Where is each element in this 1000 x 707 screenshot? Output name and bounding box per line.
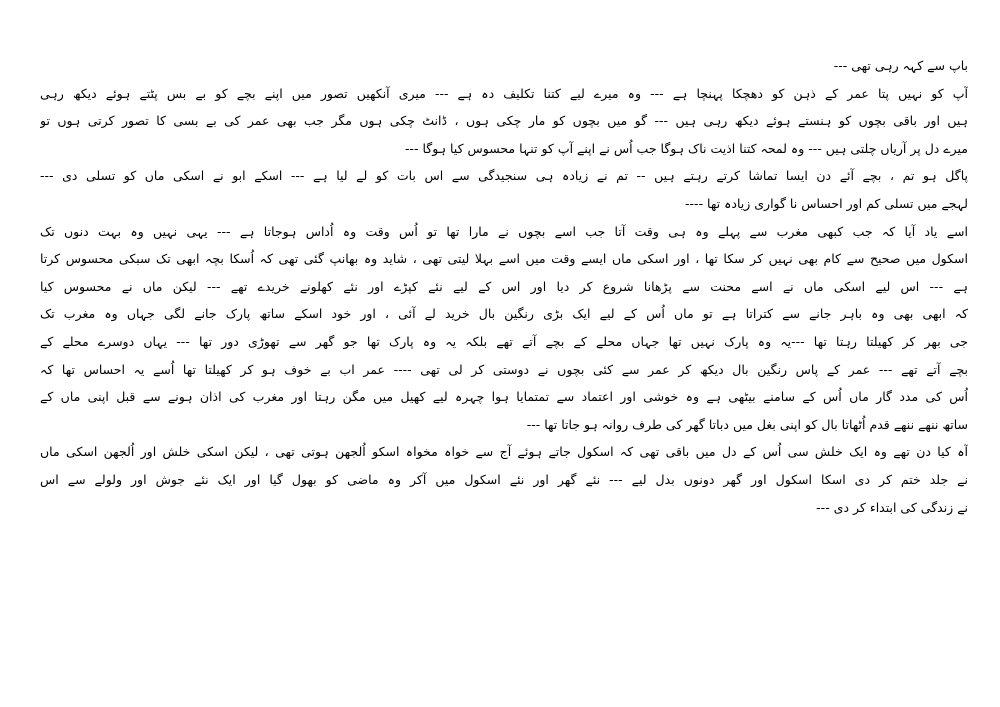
text-line: لہجے میں تسلی کم اور احساس نا گواری زیادہ تھا ---- xyxy=(685,195,968,211)
text-line: کہ ابھی بھی وہ باہر جانے سے کتراتا ہے تو ماں اُس کے لیے ایک بڑی رنگین بال خرید لے آئی ، اور خود اسکے ساتھ پارک جانے لگی جہاں وہ مغرب تک xyxy=(40,306,968,322)
text-line: بچے آتے تھے --- عمر کے پاس رنگین بال دیکھ کر عمر سے کئی بچوں نے دوستی کر لی تھی ---- عمر اب بے خوف ہو کر کھیلتا تھا اُسے یہ احساس تھا کہ xyxy=(40,361,968,377)
text-line: اسے یاد آیا کہ جب کبھی مغرب سے پہلے وہ ہی وقت آتا جب اسے بچوں نے مارا تھا تو اُس وقت وہ اُداس ہوجاتا ہے --- یہی نہیں وہ بہت دنوں تک xyxy=(40,223,968,239)
text-line: میرے دل پر آریاں چلتی ہیں --- وہ لمحہ کتنا اذیت ناک ہوگا جب اُس نے اپنے آپ کو تنہا محسوس کیا ہوگا --- xyxy=(404,140,968,156)
text-line: ہے --- اس لیے اسکی ماں نے اسے محنت سے پڑھانا شروع کر دیا اور اس کے لیے نئے کپڑے اور نئے کھلونے خریدے تھے --- لیکن ماں نے محسوس کیا xyxy=(40,278,968,294)
text-line: اُس کی مدد گار ماں اُس کے سامنے بیٹھی ہے وہ خوشی اور اعتماد سے تمتمایا ہوا چہرہ لیے کھیل میں مگن رہتا اور مغرب کی اذان ہونے سے قبل اپنی ماں کے xyxy=(40,389,968,405)
urdu-text-block xyxy=(40,52,968,521)
text-line: پاگل ہو تم ، بچے آئے دن ایسا تماشا کرتے رہتے ہیں -- تم نے زیادہ ہی سنجیدگی سے اس بات کو لے لیا ہے --- اسکے ابو نے اسکی ماں کو تسلی دی --- xyxy=(40,168,968,184)
text-line: نے زندگی کی ابتداء کر دی --- xyxy=(816,499,968,515)
text-line: باپ سے کہہ رہی تھی --- xyxy=(833,58,968,73)
text-line: اسکول میں صحیح سے کام بھی نہیں کر سکا تھا ، اور اسکی ماں ایسے وقت میں اسے بہلا لیتی تھی ، شاید وہ بھانپ گئی تھی کہ اُسکا بچہ ابھی تک سبکی محسوس کرتا xyxy=(40,251,968,267)
text-line: نے جلد ختم کر دی اسکا اسکول اور گھر دونوں بدل لیے --- نئے گھر اور نئے اسکول میں آکر وہ ماضی کو بھول گیا اور ایک نئے جوش اور ولولے سے اس xyxy=(40,471,968,487)
text-line: جی بھر کر کھیلتا رہتا تھا ---یہ وہ پارک نہیں تھا جہاں محلے کے بچے آتے تھے بلکہ یہ وہ پارک تھا جو گھر سے تھوڑی دور تھا --- یہاں دوسرے محلے کے xyxy=(40,333,968,349)
text-line: ساتھ ننھے ننھے قدم اُٹھاتا بال کو اپنی بغل میں دباتا گھر کی طرف روانہ ہو جاتا تھا --- xyxy=(526,416,968,432)
text-line: ہیں اور باقی بچوں کو ہنستے ہوئے دیکھ رہی ہیں --- گو میں بچوں کو مار چکی ہوں ، ڈانٹ چکی ہوں مگر جب بھی عمر کی بے بسی کا تصور کرتی ہوں تو xyxy=(40,113,968,129)
text-line: آپ کو نہیں پتا عمر کے ذہن کو دھچکا پہنچا ہے --- وہ میرے لیے کتنا تکلیف دہ ہے --- میری آنکھیں تصور میں اپنے بچے کو بے بس پٹتے ہوئے دیکھ رہی xyxy=(40,85,968,101)
text-line: آہ کیا دن تھے وہ ایک خلش سی اُس کے دل میں باقی تھی کہ اسکول جاتے ہوئے آج سے خواہ مخواہ اسکو اُلجھن ہوتی تھی ، لیکن اسکی خلش اور اُلجھن اسکی ماں xyxy=(40,444,968,460)
